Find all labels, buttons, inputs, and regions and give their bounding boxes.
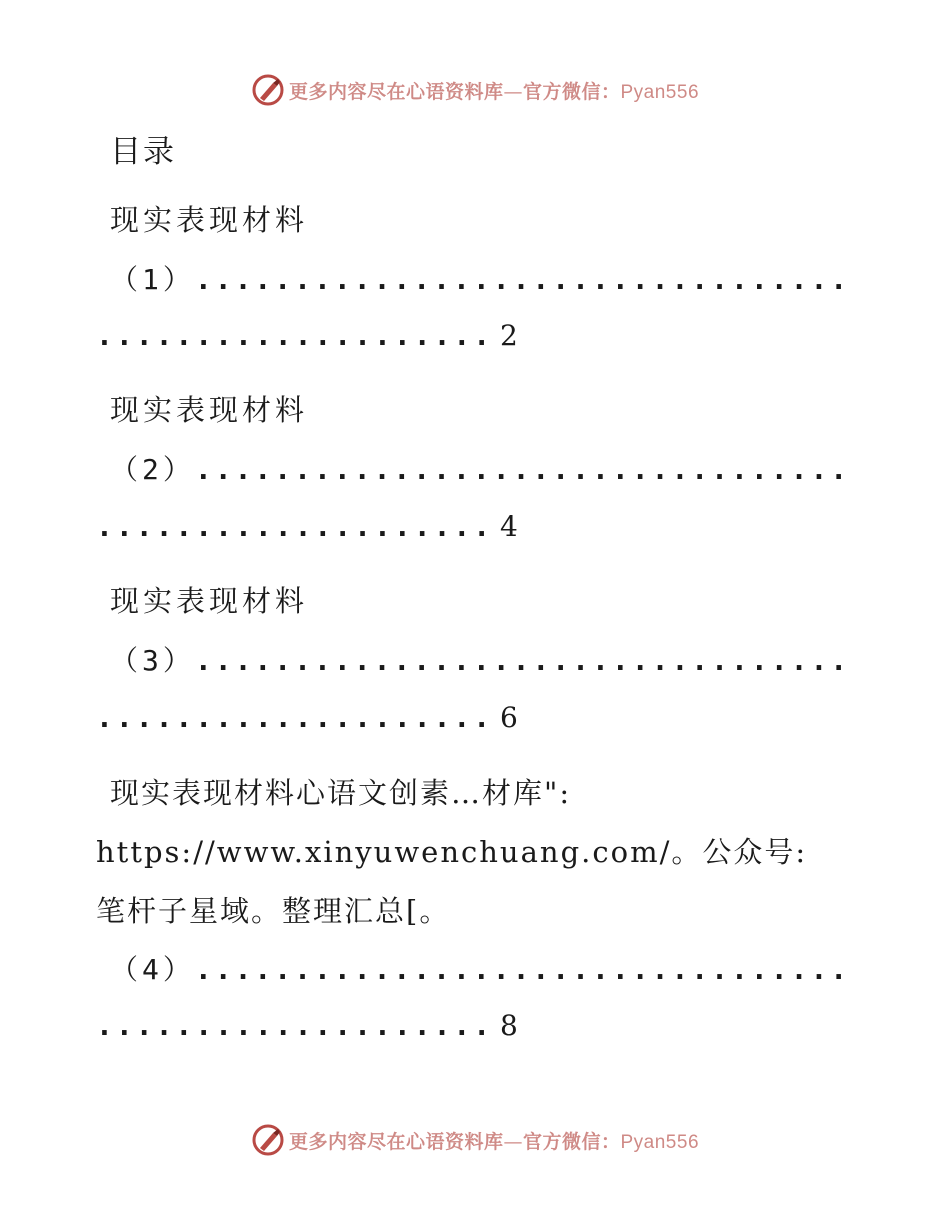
leader-dots xyxy=(96,513,498,541)
leader-dots xyxy=(96,322,498,350)
toc-entry-number: （2） xyxy=(110,453,195,486)
toc-entry-heading-paragraph: 现实表现材料心语文创素…材库": https://www.xinyuwenchuang.com/。公众号: 笔杆子星域。整理汇总[。 xyxy=(96,776,808,928)
toc-entry-page-number: 8 xyxy=(500,1009,518,1042)
banner-text: 更多内容尽在心语资料库—官方微信：Pyan556 xyxy=(288,1130,700,1153)
pen-in-circle-logo-icon xyxy=(251,73,285,107)
toc-entry-heading: 现实表现材料 xyxy=(110,393,309,427)
banner-text: 更多内容尽在心语资料库—官方微信：Pyan556 xyxy=(288,80,700,103)
toc-entry-heading: 现实表现材料 xyxy=(110,203,309,237)
pen-in-circle-logo-icon xyxy=(251,1123,285,1157)
toc-entry-page-number: 6 xyxy=(500,701,518,734)
toc-entry-page-row[interactable] xyxy=(96,510,526,543)
leader-dots xyxy=(96,704,498,732)
toc-entry-number: （4） xyxy=(110,953,195,986)
toc-entry-number-row[interactable] xyxy=(110,644,842,677)
toc-title: 目录 xyxy=(110,134,176,170)
toc-entry-number-row[interactable] xyxy=(110,453,842,486)
leader-dots xyxy=(195,647,842,675)
toc-entry-number: （1） xyxy=(110,263,195,296)
toc-entry-page-row[interactable] xyxy=(96,1009,526,1042)
toc-entry-number-row[interactable] xyxy=(110,953,842,986)
toc-entry-page-row[interactable] xyxy=(96,701,526,734)
header-banner xyxy=(0,70,950,110)
leader-dots xyxy=(195,266,842,294)
toc-entry-number: （3） xyxy=(110,644,195,677)
toc-entry-page-number: 2 xyxy=(500,319,518,352)
footer-banner xyxy=(0,1120,950,1160)
toc-entry-heading: 现实表现材料 xyxy=(110,584,309,618)
toc-entry-number-row[interactable] xyxy=(110,263,842,296)
toc-entry-page-row[interactable] xyxy=(96,319,526,352)
leader-dots xyxy=(195,456,842,484)
toc-entry-page-number: 4 xyxy=(500,510,518,543)
leader-dots xyxy=(96,1012,498,1040)
leader-dots xyxy=(195,956,842,984)
